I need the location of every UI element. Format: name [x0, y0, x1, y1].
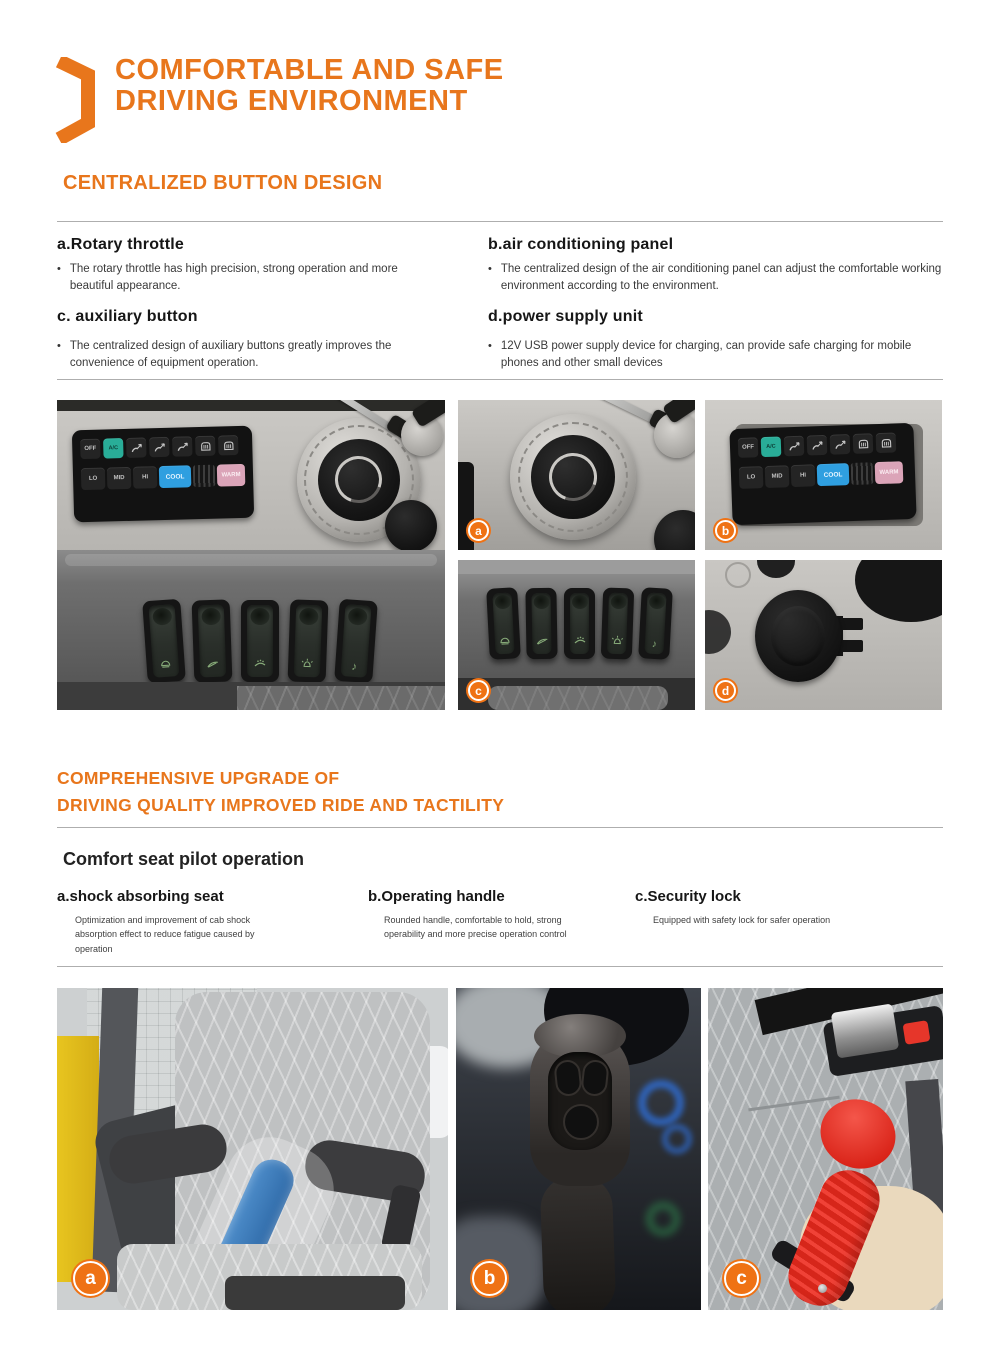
- vent-mode-icon: [126, 437, 147, 458]
- temp-slider: [193, 465, 216, 488]
- rocker-switch: [142, 599, 186, 683]
- blur-gray-shape: [456, 1216, 546, 1310]
- washer-icon: [241, 655, 279, 673]
- power-outlet-photo: [705, 560, 942, 710]
- temp-slider: [851, 462, 874, 485]
- rocker-switch: [486, 587, 521, 660]
- beacon-icon: [601, 631, 633, 650]
- feature-title: b.Operating handle: [368, 888, 505, 905]
- fan-lo-button: LO: [739, 466, 764, 489]
- blur-green-ring: [646, 1202, 680, 1236]
- dashboard-overview-photo: [57, 400, 445, 710]
- page-title-line1: COMFORTABLE AND SAFE: [115, 54, 504, 86]
- feature-desc: Rounded handle, comfortable to hold, strong operability and more precise operation control: [384, 915, 567, 940]
- off-button: OFF: [80, 439, 101, 460]
- security-lock-knob: [810, 1088, 906, 1180]
- ac-control-panel: [72, 426, 254, 523]
- rocker-switch: [638, 587, 673, 660]
- rocker-switch: [241, 600, 279, 682]
- feature-desc: The centralized design of auxiliary buttons greatly improves the convenience of equipment operation.: [69, 340, 392, 370]
- section2-heading-line1: COMPREHENSIVE UPGRADE OF: [57, 768, 340, 788]
- photo-edge: [57, 400, 445, 411]
- feature-title: b.air conditioning panel: [488, 236, 674, 253]
- blur-blue-ring: [662, 1124, 692, 1154]
- feature-desc: The rotary throttle has high precision, strong operation and more beautiful appearance.: [69, 263, 398, 293]
- security-lock-photo: [708, 988, 943, 1310]
- section2-heading-line2: DRIVING QUALITY IMPROVED RIDE AND TACTILITY: [57, 795, 505, 815]
- beacon-icon: [288, 654, 327, 673]
- vent-mode-icon: [149, 437, 170, 458]
- ac-panel-photo: [705, 400, 942, 550]
- defrost-icon: [218, 435, 239, 456]
- photo-badge-b: b: [715, 520, 736, 541]
- rocker-switch: [288, 599, 329, 682]
- photo-badge-a: a: [468, 520, 489, 541]
- power-outlet-cap: [654, 510, 695, 550]
- page-title: [115, 55, 504, 117]
- feature-desc: The centralized design of the air conditioning panel can adjust the comfortable working environment according to the environment.: [500, 263, 942, 293]
- divider: [57, 221, 943, 222]
- power-outlet-cap: [385, 500, 437, 552]
- feature-desc: Equipped with safety lock for safer operation: [653, 915, 831, 925]
- off-button: OFF: [738, 437, 759, 458]
- music-icon: ♪: [351, 660, 358, 674]
- fan-hi-button: HI: [791, 464, 816, 487]
- defrost-icon: [876, 432, 897, 453]
- ac-button: A/C: [103, 438, 124, 459]
- feature-title: c. auxiliary button: [57, 308, 198, 325]
- vent-mode-icon: [807, 435, 828, 456]
- bullet-icon: [57, 261, 61, 296]
- ac-control-panel: [729, 423, 916, 525]
- ac-button: A/C: [761, 436, 782, 457]
- divider: [57, 827, 943, 828]
- photo-badge-a: a: [73, 1261, 108, 1296]
- fan-lo-button: LO: [81, 468, 106, 491]
- screw: [818, 1284, 827, 1293]
- feature-title: a.Rotary throttle: [57, 236, 184, 253]
- blur-blue-ring: [638, 1080, 684, 1126]
- rocker-switch: [601, 587, 634, 659]
- feature-title: d.power supply unit: [488, 308, 643, 325]
- fan-mid-button: MID: [107, 467, 132, 490]
- dark-recess: [705, 610, 731, 654]
- fan-mid-button: MID: [765, 465, 790, 488]
- bullet-icon: [488, 338, 492, 373]
- outlet-tab: [839, 640, 863, 652]
- cool-button: COOL: [159, 465, 192, 488]
- seat-photo: [57, 988, 448, 1310]
- feature-operating-handle: [368, 888, 593, 942]
- music-icon: ♪: [651, 638, 658, 651]
- warm-button: WARM: [875, 461, 904, 484]
- vent-mode-icon: [784, 436, 805, 457]
- seat-belt-buckle: [831, 1003, 899, 1058]
- joystick-button-round: [563, 1104, 599, 1140]
- section1-heading: CENTRALIZED BUTTON DESIGN: [63, 172, 383, 194]
- rocker-switch: [525, 588, 557, 660]
- photo-badge-b: b: [472, 1261, 507, 1296]
- section2-subheading: Comfort seat pilot operation: [63, 849, 305, 869]
- photo-badge-d: d: [715, 680, 736, 701]
- feature-power-supply: [488, 308, 943, 373]
- divider: [57, 379, 943, 380]
- photo-floor: [57, 682, 445, 710]
- page-title-line2: DRIVING ENVIRONMENT: [115, 85, 468, 117]
- feature-title: c.Security lock: [635, 888, 741, 905]
- wiper-icon: [526, 632, 557, 651]
- seat-base: [225, 1276, 405, 1310]
- feature-auxiliary-button: [57, 308, 442, 373]
- photo-floor: [458, 678, 695, 710]
- lamp-icon: [488, 631, 520, 651]
- dark-recess: [757, 560, 795, 578]
- feature-shock-absorbing-seat: [57, 888, 292, 956]
- vent-mode-icon: [172, 436, 193, 457]
- dark-recess: [855, 560, 942, 622]
- photo-badge-c: c: [468, 680, 489, 701]
- rotary-throttle-dial: [510, 414, 636, 540]
- brand-chevron-mark: [55, 57, 103, 143]
- warm-button: WARM: [217, 464, 246, 487]
- rocker-switch: [334, 599, 378, 683]
- fan-hi-button: HI: [133, 466, 158, 489]
- screw-ring: [725, 562, 751, 588]
- defrost-icon: [195, 436, 216, 457]
- outlet-tab: [839, 618, 863, 630]
- rocker-switch: [192, 599, 233, 682]
- lamp-icon: [146, 654, 185, 675]
- feature-desc: Optimization and improvement of cab shock absorption effect to reduce fatigue caused by operation: [75, 915, 255, 954]
- rocker-switch: [564, 588, 595, 659]
- scratch-line: [748, 1096, 840, 1112]
- armrest-surface: [57, 550, 445, 682]
- defrost-icon: [853, 433, 874, 454]
- wiper-icon: [194, 654, 233, 673]
- feature-title: a.shock absorbing seat: [57, 888, 224, 905]
- feature-security-lock: [635, 888, 905, 927]
- washer-icon: [564, 632, 595, 650]
- feature-rotary-throttle: [57, 236, 442, 296]
- divider: [57, 966, 943, 967]
- buckle-release-button: [903, 1020, 931, 1045]
- bullet-icon: [488, 261, 492, 296]
- photo-badge-c: c: [724, 1261, 759, 1296]
- feature-desc: 12V USB power supply device for charging, can provide safe charging for mobile phones and other small devices: [500, 340, 912, 370]
- joystick-shaft: [540, 1175, 617, 1310]
- cool-button: COOL: [817, 463, 850, 486]
- feature-ac-panel: [488, 236, 943, 296]
- bullet-icon: [57, 338, 61, 373]
- vent-mode-icon: [830, 434, 851, 455]
- rotary-throttle-photo: [458, 400, 695, 550]
- auxiliary-switches-photo: [458, 560, 695, 710]
- power-outlet-cap: [755, 590, 841, 682]
- handle-photo: [456, 988, 701, 1310]
